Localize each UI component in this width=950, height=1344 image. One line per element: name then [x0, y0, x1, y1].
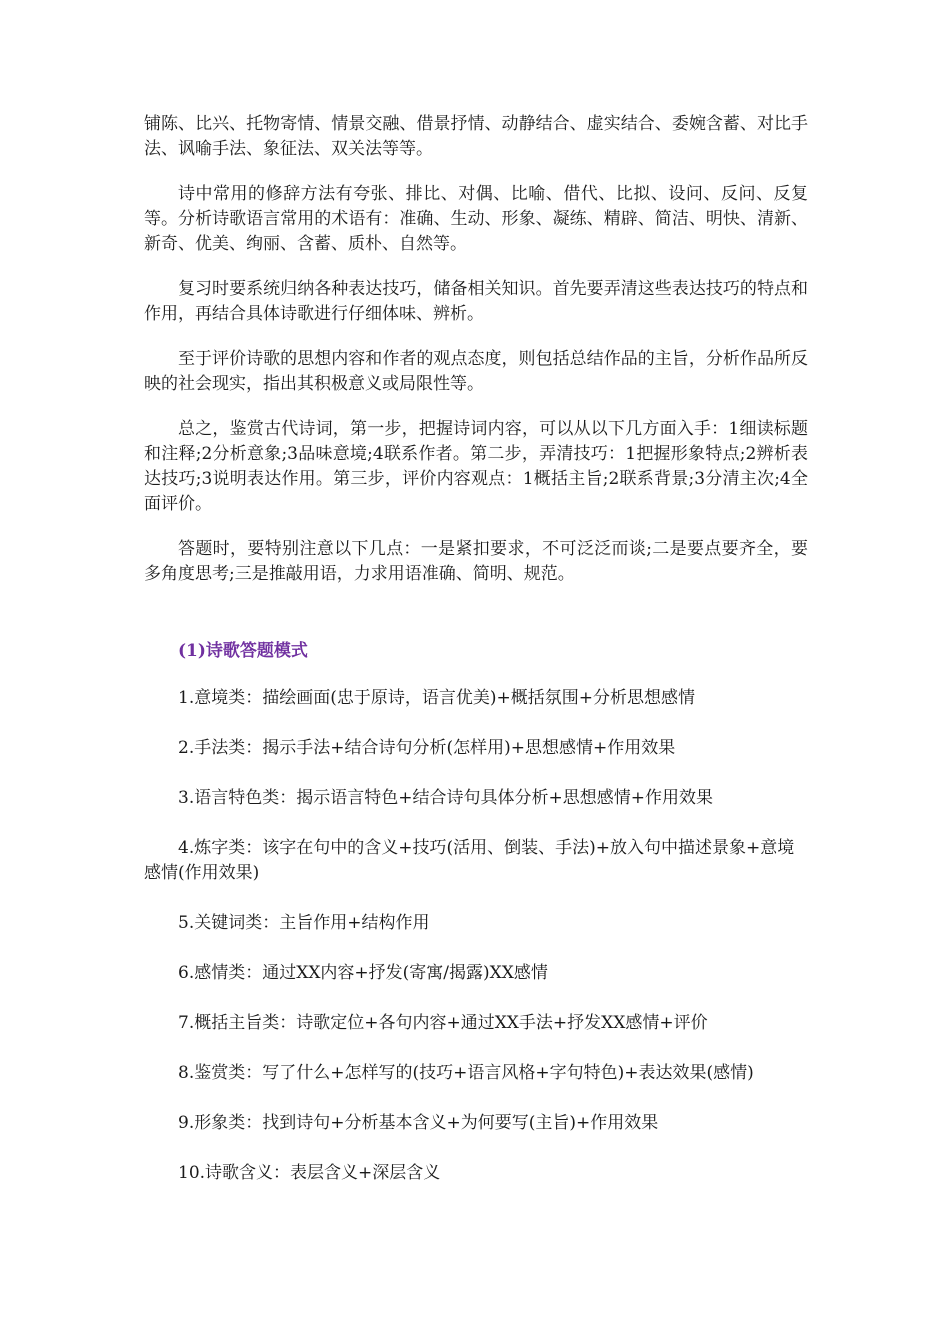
paragraph-answering-tips: 答题时，要特别注意以下几点：一是紧扣要求，不可泛泛而谈;二是要点要齐全，要多角度思考;三是推敲用语，力求用语准确、简明、规范。 — [144, 539, 808, 584]
list-item: 1.意境类：描绘画面(忠于原诗，语言优美)+概括氛围+分析思想感情 — [178, 688, 695, 708]
paragraph-summary: 总之，鉴赏古代诗词，第一步，把握诗词内容，可以从以下几方面入手：1细读标题和注释;2分析意象;3品味意境;4联系作者。第二步，弄清技巧：1把握形象特点;2辨析表达技巧;3说明表达作用。第三步，评价内容观点：1概括主旨;2联系背景;3分清主次;4全面评价。 — [144, 419, 808, 514]
list-item: 9.形象类：找到诗句+分析基本含义+为何要写(主旨)+作用效果 — [178, 1113, 659, 1133]
list-item: 2.手法类：揭示手法+结合诗句分析(怎样用)+思想感情+作用效果 — [178, 738, 676, 758]
list-item: 10.诗歌含义：表层含义+深层含义 — [178, 1163, 441, 1183]
paragraph-review: 复习时要系统归纳各种表达技巧，储备相关知识。首先要弄清这些表达技巧的特点和作用，再结合具体诗歌进行仔细体味、辨析。 — [144, 279, 808, 324]
list-item: 7.概括主旨类：诗歌定位+各句内容+通过XX手法+抒发XX感情+评价 — [178, 1013, 708, 1033]
list-item: 4.炼字类：该字在句中的含义+技巧(活用、倒装、手法)+放入句中描述景象+意境感情(作用效果) — [144, 838, 795, 883]
section-heading: (1)诗歌答题模式 — [178, 641, 308, 661]
list-item: 8.鉴赏类：写了什么+怎样写的(技巧+语言风格+字句特色)+表达效果(感情) — [178, 1063, 754, 1083]
list-item: 6.感情类：通过XX内容+抒发(寄寓/揭露)XX感情 — [178, 963, 548, 983]
list-item: 5.关键词类：主旨作用+结构作用 — [178, 913, 430, 933]
paragraph-techniques-list: 铺陈、比兴、托物寄情、情景交融、借景抒情、动静结合、虚实结合、委婉含蓄、对比手法、讽喻手法、象征法、双关法等等。 — [144, 114, 808, 159]
paragraph-evaluation: 至于评价诗歌的思想内容和作者的观点态度，则包括总结作品的主旨，分析作品所反映的社会现实，指出其积极意义或局限性等。 — [144, 349, 808, 394]
list-item: 3.语言特色类：揭示语言特色+结合诗句具体分析+思想感情+作用效果 — [178, 788, 713, 808]
answer-pattern-list — [144, 686, 808, 1186]
paragraph-rhetoric: 诗中常用的修辞方法有夸张、排比、对偶、比喻、借代、比拟、设问、反问、反复等。分析诗歌语言常用的术语有：准确、生动、形象、凝练、精辟、简洁、明快、清新、新奇、优美、绚丽、含蓄、质朴、自然等。 — [144, 184, 808, 254]
document-page — [144, 112, 808, 1211]
